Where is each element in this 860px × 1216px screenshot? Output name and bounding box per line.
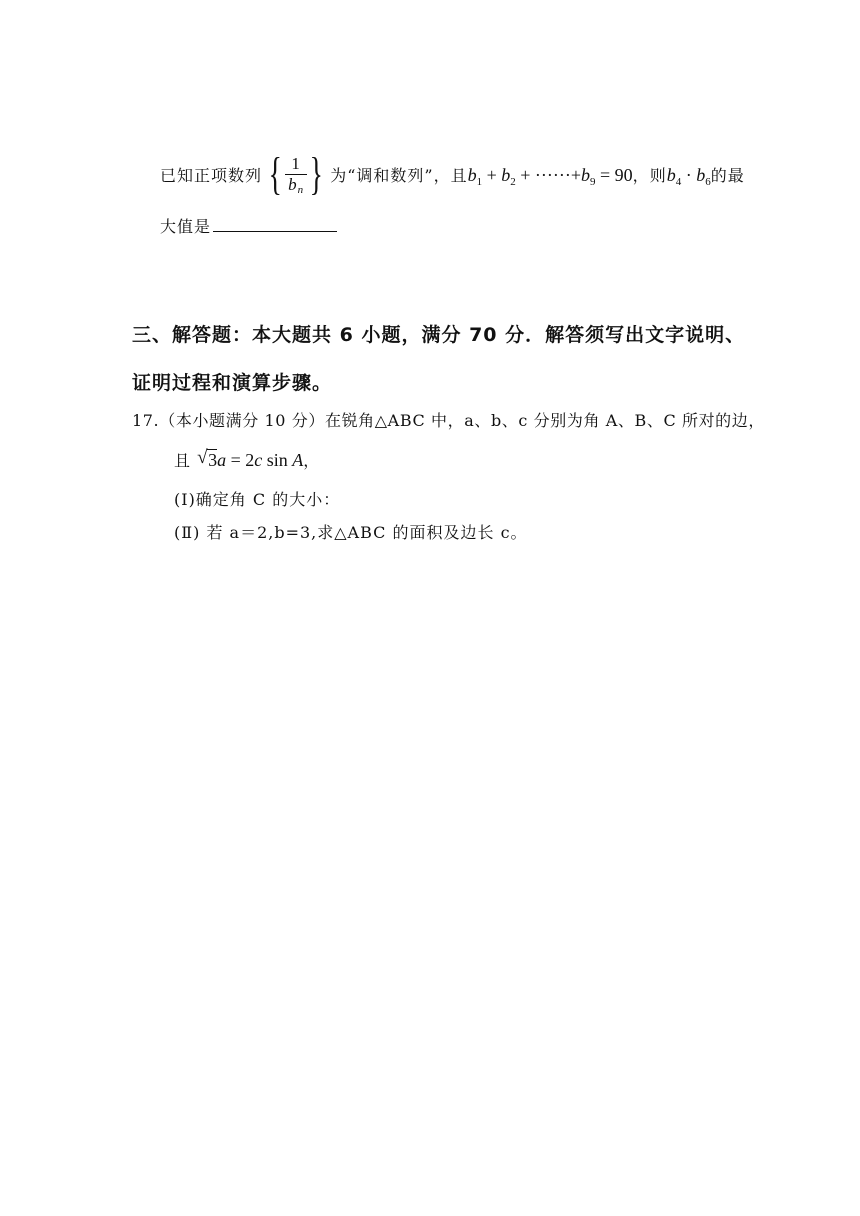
- problem-16-line-2: [160, 215, 337, 239]
- product-sub-6: 6: [705, 176, 711, 188]
- problem-16-text-d: 的最: [710, 166, 745, 185]
- given-equation: [197, 447, 304, 470]
- problem-16-text-c: 则: [649, 166, 667, 185]
- section-3-heading-line-1: 三、解答题：本大题共 6 小题，满分 70 分．解答须写出文字说明、: [132, 324, 746, 346]
- problem-17-line-1: 17.（本小题满分 10 分）在锐角△ABC 中，a、b、c 分别为角 A、B、C 所对的边，: [132, 411, 765, 430]
- dot-operator: ·: [681, 165, 697, 185]
- sum-sub-1: 1: [476, 176, 483, 188]
- sum-term-b9: b: [581, 165, 591, 185]
- problem-17-line-2-suffix: ，: [303, 451, 321, 470]
- answer-blank[interactable]: [213, 217, 337, 232]
- problem-16-text-a: 已知正项数列: [160, 166, 263, 185]
- var-A: A: [292, 450, 304, 470]
- problem-17-line-2: [174, 446, 320, 475]
- radical-sign: √: [197, 447, 208, 468]
- problem-16-line-1: [160, 150, 745, 200]
- right-brace: }: [309, 148, 324, 199]
- equals-ninety: = 90: [595, 165, 633, 185]
- square-root: [197, 446, 217, 474]
- plus-sign: +: [482, 165, 502, 185]
- comma: ，: [632, 166, 650, 185]
- var-a: a: [217, 450, 227, 470]
- sum-expression: [467, 165, 633, 188]
- product-term-b6: b: [696, 165, 706, 185]
- sum-sub-9: 9: [590, 176, 596, 188]
- sum-term-b1: b: [467, 165, 477, 185]
- var-c: c: [254, 450, 263, 470]
- radicand: 3: [208, 450, 218, 470]
- product-expression: [666, 165, 711, 188]
- reciprocal-sequence-expression: [264, 148, 328, 202]
- fraction-denominator: [285, 175, 307, 200]
- equals-two: = 2: [226, 450, 255, 470]
- denominator-subscript: n: [297, 184, 305, 196]
- product-term-b4: b: [666, 165, 676, 185]
- problem-16-text-e: 大值是: [160, 217, 212, 236]
- problem-16-text-b: 为“调和数列”，且: [330, 166, 468, 185]
- problem-17-part-2: (Ⅱ) 若 a＝2,b=3,求△ABC 的面积及边长 c。: [174, 523, 528, 542]
- problem-17-part-1: (Ⅰ)确定角 C 的大小：: [174, 490, 341, 509]
- fraction-numerator: 1: [285, 154, 307, 175]
- sin-function: sin: [262, 450, 293, 470]
- sum-term-b2: b: [501, 165, 511, 185]
- product-sub-4: 4: [675, 176, 682, 188]
- section-3-heading-line-2: 证明过程和演算步骤。: [132, 372, 333, 394]
- problem-17-line-2-prefix: 且: [174, 451, 192, 470]
- ellipsis-plus: + ······+: [515, 165, 582, 185]
- sum-sub-2: 2: [510, 176, 516, 188]
- left-brace: {: [268, 148, 283, 199]
- denominator-b: b: [288, 175, 298, 194]
- fraction: [285, 154, 307, 200]
